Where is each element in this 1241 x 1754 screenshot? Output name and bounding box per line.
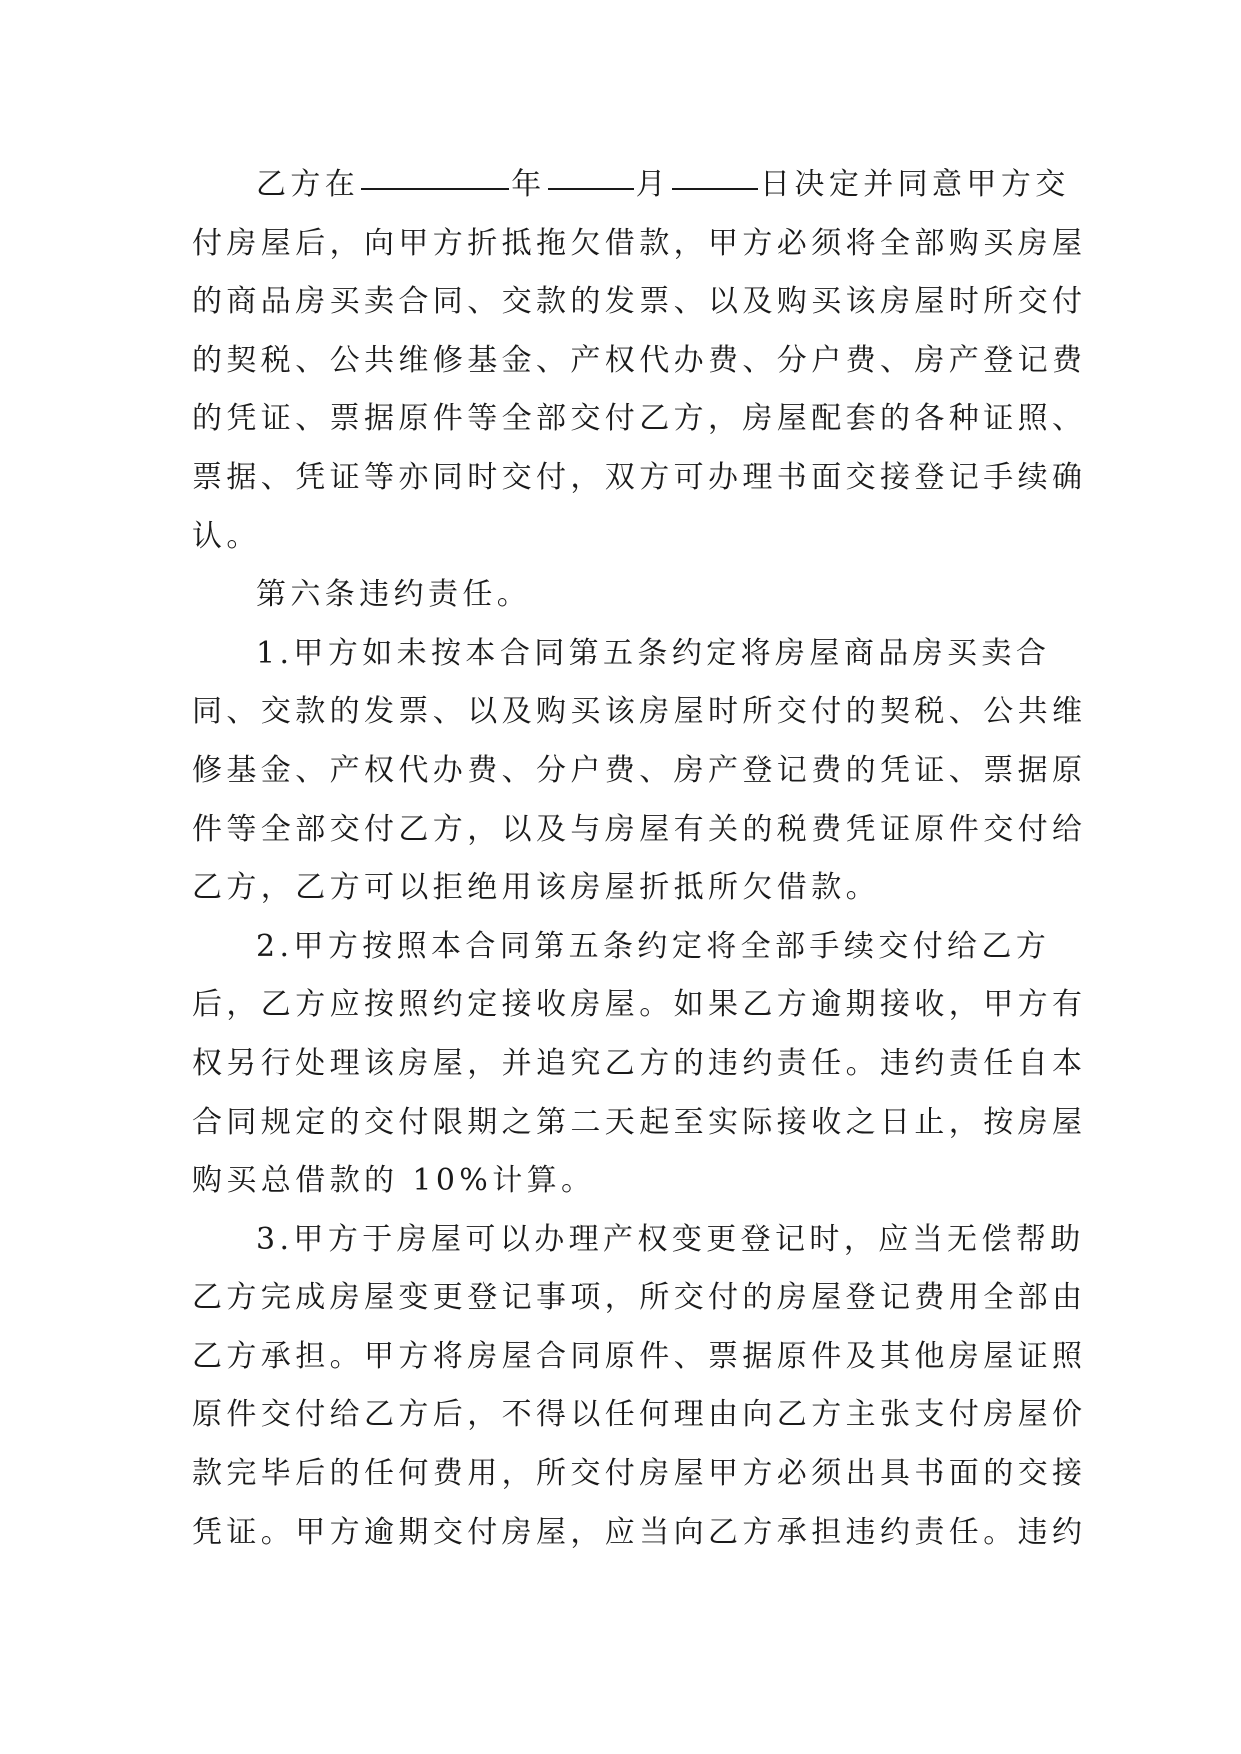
paragraph-line: 购买总借款的 10%计算。 — [192, 1163, 596, 1199]
paragraph-line: 乙方承担。甲方将房屋合同原件、票据原件及其他房屋证照 — [192, 1338, 1087, 1374]
paragraph-line: 件等全部交付乙方，以及与房屋有关的税费凭证原件交付给 — [192, 811, 1087, 847]
blank-field-day — [672, 162, 758, 190]
paragraph-line: 的凭证、票据原件等全部交付乙方，房屋配套的各种证照、 — [192, 401, 1087, 437]
paragraph-line: 付房屋后，向甲方折抵拖欠借款，甲方必须将全部购买房屋 — [192, 225, 1087, 261]
paragraph-line: 的契税、公共维修基金、产权代办费、分户费、房产登记费 — [192, 342, 1087, 378]
text-segment: 日决定并同意甲方交 — [760, 167, 1070, 202]
paragraph-line: 款完毕后的任何费用，所交付房屋甲方必须出具书面的交接 — [192, 1456, 1087, 1492]
paragraph-line: 认。 — [192, 518, 261, 554]
text-segment: 乙方在 — [256, 167, 360, 202]
paragraph-line: 权另行处理该房屋，并追究乙方的违约责任。违约责任自本 — [192, 1045, 1087, 1081]
paragraph-line: 1.甲方如未按本合同第五条约定将房屋商品房买卖合 — [256, 635, 1051, 671]
clause-item-3 — [192, 1211, 1087, 1563]
paragraph-line: 同、交款的发票、以及购买该房屋时所交付的契税、公共维 — [192, 694, 1087, 730]
paragraph-line: 合同规定的交付限期之第二天起至实际接收之日止，按房屋 — [192, 1104, 1087, 1140]
paragraph-line: 凭证。甲方逾期交付房屋，应当向乙方承担违约责任。违约 — [192, 1514, 1087, 1550]
paragraph-line — [192, 156, 1070, 215]
paragraph-line: 乙方完成房屋变更登记事项，所交付的房屋登记费用全部由 — [192, 1280, 1087, 1316]
text-segment: 月 — [635, 167, 671, 202]
paragraph-line: 票据、凭证等亦同时交付，双方可办理书面交接登记手续确 — [192, 459, 1087, 495]
clause-item-1 — [192, 625, 1087, 918]
clause-item-2 — [192, 918, 1087, 1211]
paragraph-line: 乙方，乙方可以拒绝用该房屋折抵所欠借款。 — [192, 870, 880, 906]
paragraph-delivery — [192, 156, 1087, 566]
text-segment: 年 — [511, 167, 546, 202]
blank-field-year — [361, 162, 509, 190]
article-title: 第六条违约责任。 — [256, 577, 532, 613]
paragraph-line: 2.甲方按照本合同第五条约定将全部手续交付给乙方 — [256, 928, 1051, 964]
paragraph-line: 的商品房买卖合同、交款的发票、以及购买该房屋时所交付 — [192, 284, 1087, 320]
paragraph-line: 原件交付给乙方后，不得以任何理由向乙方主张支付房屋价 — [192, 1397, 1087, 1433]
paragraph-line: 后，乙方应按照约定接收房屋。如果乙方逾期接收，甲方有 — [192, 987, 1087, 1023]
blank-field-month — [548, 162, 634, 190]
paragraph-line: 修基金、产权代办费、分户费、房产登记费的凭证、票据原 — [192, 752, 1087, 788]
document-page — [192, 156, 1087, 1562]
paragraph-line: 3.甲方于房屋可以办理产权变更登记时，应当无偿帮助 — [256, 1221, 1085, 1257]
